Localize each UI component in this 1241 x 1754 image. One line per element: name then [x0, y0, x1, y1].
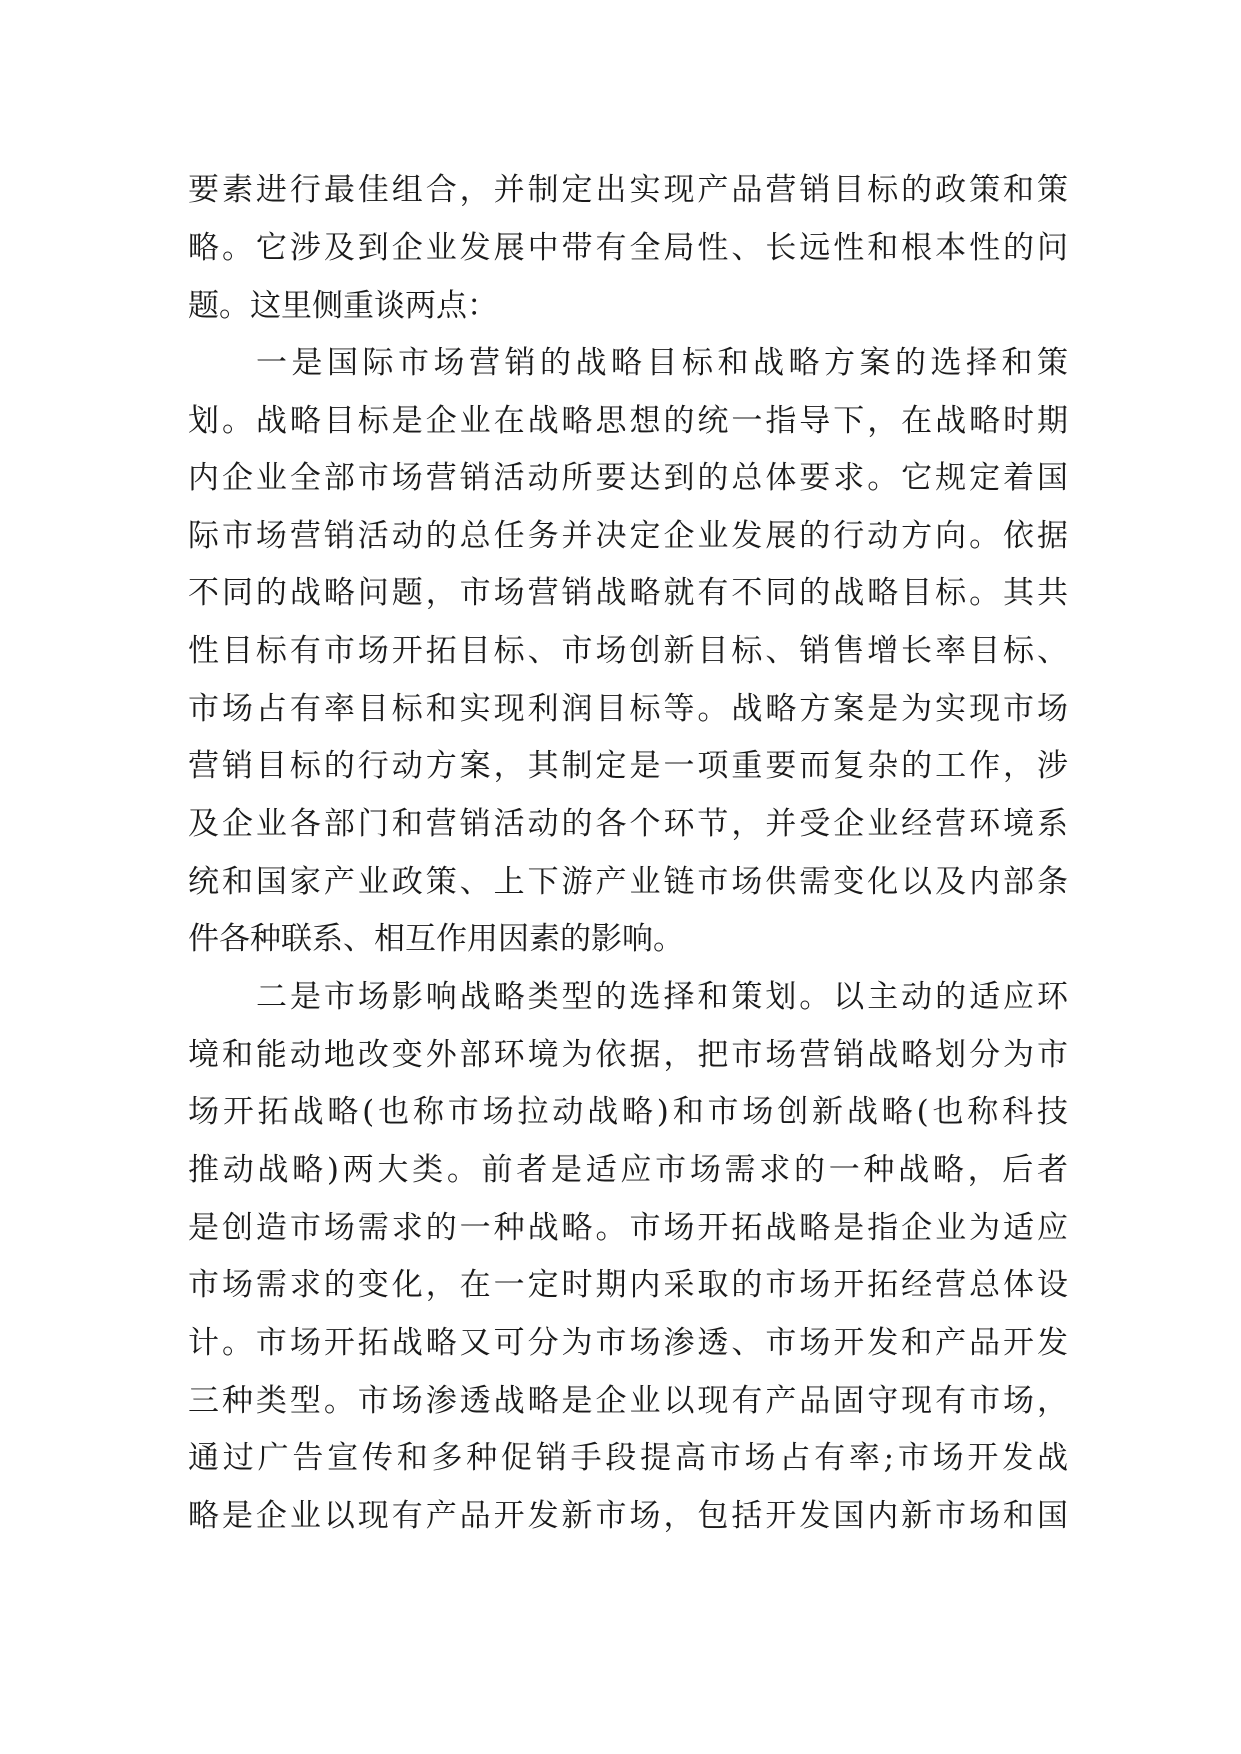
text-line: 境和能动地改变外部环境为依据，把市场营销战略划分为市 — [188, 1037, 1068, 1073]
text-line: 通过广告宣传和多种促销手段提高市场占有率;市场开发战 — [188, 1440, 1068, 1476]
text-line: 营销目标的行动方案，其制定是一项重要而复杂的工作，涉 — [188, 748, 1068, 784]
text-line: 际市场营销活动的总任务并决定企业发展的行动方向。依据 — [188, 518, 1068, 554]
text-line: 场开拓战略(也称市场拉动战略)和市场创新战略(也称科技 — [188, 1094, 1068, 1130]
text-line: 性目标有市场开拓目标、市场创新目标、销售增长率目标、 — [188, 633, 1068, 669]
text-line: 要素进行最佳组合，并制定出实现产品营销目标的政策和策 — [188, 172, 1068, 208]
text-line: 略是企业以现有产品开发新市场，包括开发国内新市场和国 — [188, 1498, 1068, 1534]
text-line: 及企业各部门和营销活动的各个环节，并受企业经营环境系 — [188, 806, 1068, 842]
text-line: 题。这里侧重谈两点： — [188, 288, 498, 324]
text-line: 统和国家产业政策、上下游产业链市场供需变化以及内部条 — [188, 864, 1068, 900]
text-line: 件各种联系、相互作用因素的影响。 — [188, 921, 684, 957]
text-line: 计。市场开拓战略又可分为市场渗透、市场开发和产品开发 — [188, 1325, 1068, 1361]
text-line: 不同的战略问题，市场营销战略就有不同的战略目标。其共 — [188, 575, 1068, 611]
text-line: 推动战略)两大类。前者是适应市场需求的一种战略，后者 — [188, 1152, 1068, 1188]
text-line: 三种类型。市场渗透战略是企业以现有产品固守现有市场， — [188, 1383, 1068, 1419]
text-line: 内企业全部市场营销活动所要达到的总体要求。它规定着国 — [188, 460, 1068, 496]
text-line: 略。它涉及到企业发展中带有全局性、长远性和根本性的问 — [188, 230, 1068, 266]
text-line: 是创造市场需求的一种战略。市场开拓战略是指企业为适应 — [188, 1210, 1068, 1246]
text-line: 市场需求的变化，在一定时期内采取的市场开拓经营总体设 — [188, 1267, 1068, 1303]
paragraph-first-line: 一是国际市场营销的战略目标和战略方案的选择和策 — [256, 345, 1068, 381]
paragraph-first-line: 二是市场影响战略类型的选择和策划。以主动的适应环 — [256, 979, 1068, 1015]
text-line: 市场占有率目标和实现利润目标等。战略方案是为实现市场 — [188, 691, 1068, 727]
text-line: 划。战略目标是企业在战略思想的统一指导下，在战略时期 — [188, 403, 1068, 439]
